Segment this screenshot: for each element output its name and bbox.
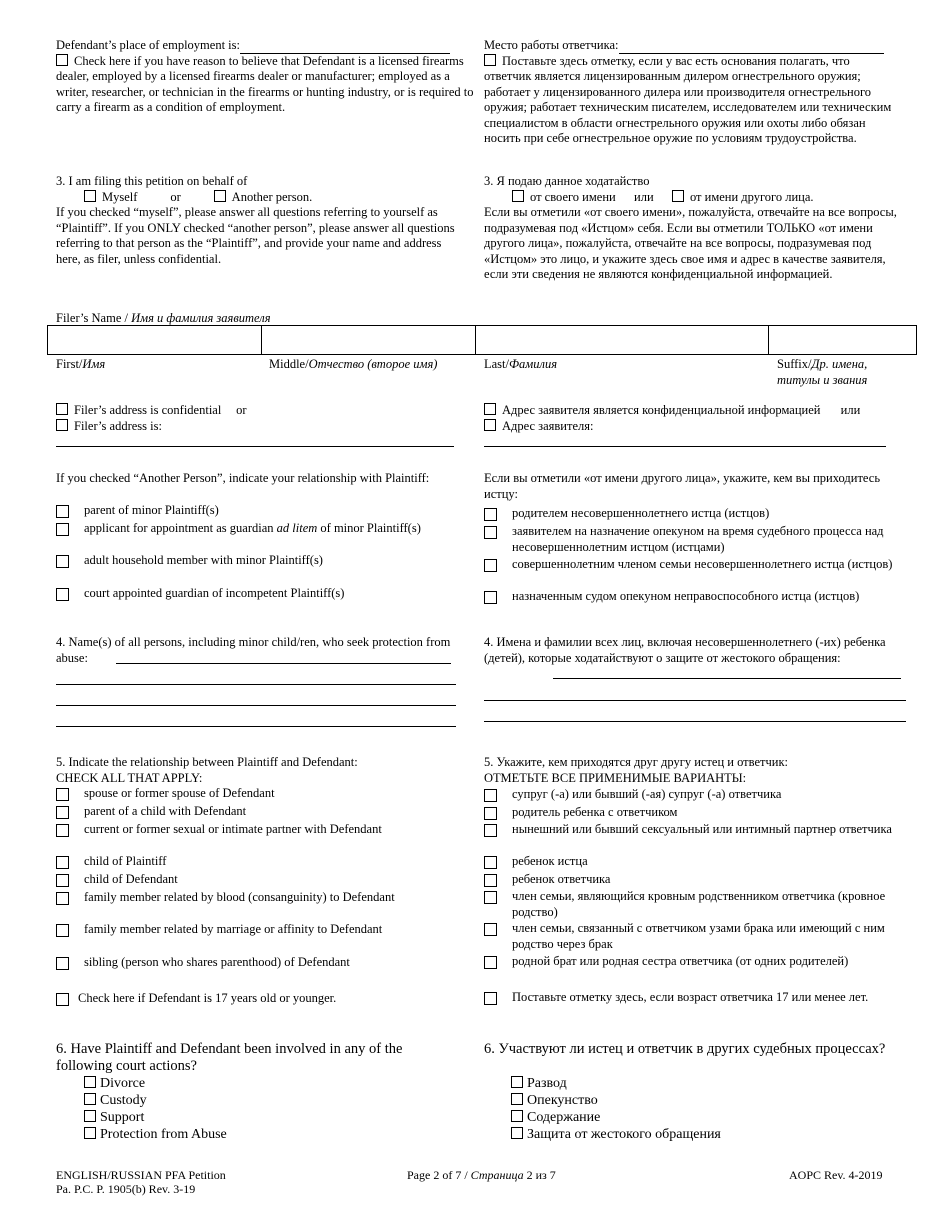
q4-line[interactable] bbox=[56, 705, 456, 706]
q6-en bbox=[56, 1041, 436, 1143]
q6-item-ru: Развод bbox=[511, 1075, 899, 1092]
first-caption: First/Имя bbox=[56, 357, 106, 371]
myself-checkbox[interactable] bbox=[84, 190, 96, 202]
employment-en bbox=[56, 38, 476, 116]
footer-left bbox=[56, 1168, 226, 1196]
employment-input-line[interactable] bbox=[240, 41, 450, 54]
myself-label-ru: от своего имени bbox=[530, 189, 616, 204]
filer-address-ru: Адрес заявителя является конфиденциальной информацией или Адрес заявителя: bbox=[484, 403, 899, 434]
filer-name-grid bbox=[47, 325, 917, 355]
rel-filer-checkbox[interactable] bbox=[56, 588, 69, 601]
firearms-check-text-ru: Поставьте здесь отметку, если у вас есть основания полагать, что ответчик является лицензированным дилером огнестрельного оружия; работает у лицензированного дилера или производителя огнестрельного оружия; работает техническим писателем, исследователем или техническим специалистом в области огнестрельного оружия или охоты либо обязан носить при себе огнестрельное оружие по условиям трудоустройства. bbox=[484, 53, 892, 145]
q3-body-ru: Если вы отметили «от своего имени», пожалуйста, отвечайте на все вопросы, подразумевая под «Истцом» себя. Если вы отметили ТОЛЬКО «от имени другого лица», пожалуйста, отвечайте на все вопросы, подразумевая под «Истцом» это лицо, и укажите здесь свое имя и адрес в качестве заявителя, если эти сведения не являются конфиденциальной информацией. bbox=[484, 205, 897, 281]
q5-checkbox-ru[interactable] bbox=[484, 891, 497, 904]
q6-item-ru: Защита от жестокого обращения bbox=[511, 1126, 899, 1143]
q6-checkbox[interactable] bbox=[84, 1093, 96, 1105]
age-17-checkbox[interactable] bbox=[56, 993, 69, 1006]
myself-label: Myself bbox=[102, 189, 138, 204]
q5-checkbox-ru[interactable] bbox=[484, 856, 497, 869]
q6-ru bbox=[484, 1041, 899, 1143]
q6-title-ru: 6. Участвуют ли истец и ответчик в других судебных процессах? bbox=[484, 1041, 886, 1057]
q6-item: Custody bbox=[84, 1092, 436, 1109]
filer-name-label: Filer’s Name / Имя и фамилия заявителя bbox=[56, 311, 271, 325]
suffix-caption: Suffix/Др. имена, титулы и звания bbox=[777, 357, 868, 387]
q4-line-ru[interactable] bbox=[484, 721, 906, 722]
q5-checkbox-ru[interactable] bbox=[484, 874, 497, 887]
footer-page-number: Page 2 of 7 / Страница 2 из 7 bbox=[407, 1168, 556, 1182]
address-is-checkbox-ru[interactable] bbox=[484, 419, 496, 431]
q5-checkbox[interactable] bbox=[56, 957, 69, 970]
q5-checkbox-ru[interactable] bbox=[484, 824, 497, 837]
q6-item-ru: Содержание bbox=[511, 1109, 899, 1126]
q3-ru bbox=[484, 174, 899, 283]
filer-address-en: Filer’s address is confidential or Filer’s address is: bbox=[56, 403, 466, 434]
q3-or: or bbox=[170, 189, 181, 204]
q5-checkbox-ru[interactable] bbox=[484, 956, 497, 969]
employment-label: Defendant’s place of employment is: bbox=[56, 38, 240, 52]
q6-checkbox[interactable] bbox=[84, 1127, 96, 1139]
q3-or-ru: или bbox=[634, 189, 654, 204]
address-confidential-checkbox[interactable] bbox=[56, 403, 68, 415]
middle-caption: Middle/Отчество (второе имя) bbox=[269, 357, 438, 371]
q3-body: If you checked “myself”, please answer all questions referring to yourself as “Plaintiff”. If you ONLY checked “another person”, please answer all questions referring to that person as the “Plaintiff”, and provide your name and address here, as filer, unless confidential. bbox=[56, 205, 455, 266]
footer-revision: AOPC Rev. 4-2019 bbox=[789, 1168, 883, 1182]
q6-checkbox[interactable] bbox=[84, 1076, 96, 1088]
address-line-ru[interactable] bbox=[484, 446, 886, 447]
q6-checkbox-ru[interactable] bbox=[511, 1076, 523, 1088]
employment-input-line-ru[interactable] bbox=[619, 41, 884, 54]
q5-checkbox-ru[interactable] bbox=[484, 789, 497, 802]
q5-checkbox[interactable] bbox=[56, 924, 69, 937]
q5-en-title: 5. Indicate the relationship between Plaintiff and Defendant: CHECK ALL THAT APPLY: bbox=[56, 755, 358, 785]
rel-filer-checkbox-ru[interactable] bbox=[484, 526, 497, 539]
q5-checkbox[interactable] bbox=[56, 806, 69, 819]
another-person-checkbox[interactable] bbox=[214, 190, 226, 202]
rel-filer-checkbox[interactable] bbox=[56, 505, 69, 518]
q5-checkbox[interactable] bbox=[56, 874, 69, 887]
middle-name-field[interactable] bbox=[262, 326, 475, 354]
last-caption: Last/Фамилия bbox=[484, 357, 558, 371]
q6-checkbox-ru[interactable] bbox=[511, 1093, 523, 1105]
age-17-checkbox-ru[interactable] bbox=[484, 992, 497, 1005]
footer-form-name: ENGLISH/RUSSIAN PFA Petition bbox=[56, 1168, 226, 1182]
firearms-check-text: Check here if you have reason to believe that Defendant is a licensed firearms dealer, employed by a licensed firearms dealer or manufacturer; employed as a writer, researcher, or technician in the firearms or hunting industry, or is required to carry a firearm as a condition of employment. bbox=[56, 53, 474, 114]
q6-checkbox-ru[interactable] bbox=[511, 1127, 523, 1139]
q4-line[interactable] bbox=[56, 684, 456, 685]
last-name-field[interactable] bbox=[476, 326, 768, 354]
q4-ru: 4. Имена и фамилии всех лиц, включая несовершеннолетнего (-их) ребенка (детей), которые ходатайствуют о защите от жестокого обращения: bbox=[484, 635, 886, 665]
firearms-checkbox[interactable] bbox=[56, 54, 68, 66]
q5-checkbox[interactable] bbox=[56, 824, 69, 837]
q4-line[interactable] bbox=[116, 663, 451, 664]
employment-label-ru: Место работы ответчика: bbox=[484, 38, 619, 52]
q6-item: Divorce bbox=[84, 1075, 436, 1092]
another-person-checkbox-ru[interactable] bbox=[672, 190, 684, 202]
q4-line[interactable] bbox=[56, 726, 456, 727]
rel-filer-checkbox-ru[interactable] bbox=[484, 508, 497, 521]
q5-ru-title: 5. Укажите, кем приходятся друг другу истец и ответчик: ОТМЕТЬТЕ ВСЕ ПРИМЕНИМЫЕ ВАРИАНТЫ: bbox=[484, 755, 788, 785]
q5-checkbox-ru[interactable] bbox=[484, 923, 497, 936]
first-name-field[interactable] bbox=[48, 326, 261, 354]
q4-line-ru[interactable] bbox=[484, 700, 906, 701]
another-person-label: Another person. bbox=[231, 189, 313, 204]
q6-item: Protection from Abuse bbox=[84, 1126, 436, 1143]
rel-filer-checkbox-ru[interactable] bbox=[484, 559, 497, 572]
footer-rule: Pa. P.C. P. 1905(b) Rev. 3-19 bbox=[56, 1182, 196, 1196]
rel-filer-title: If you checked “Another Person”, indicate your relationship with Plaintiff: bbox=[56, 471, 430, 485]
q4-en: 4. Name(s) of all persons, including minor child/ren, who seek protection from abuse: bbox=[56, 635, 451, 665]
address-confidential-checkbox-ru[interactable] bbox=[484, 403, 496, 415]
suffix-field[interactable] bbox=[769, 326, 916, 354]
rel-filer-title-ru: Если вы отметили «от имени другого лица», укажите, кем вы приходитесь истцу: bbox=[484, 471, 881, 501]
q6-checkbox-ru[interactable] bbox=[511, 1110, 523, 1122]
q3-en bbox=[56, 174, 466, 267]
q3-title: 3. I am filing this petition on behalf of bbox=[56, 174, 248, 188]
address-line-en[interactable] bbox=[56, 446, 454, 447]
q4-line-ru[interactable] bbox=[553, 678, 901, 679]
q6-checkbox[interactable] bbox=[84, 1110, 96, 1122]
another-person-label-ru: от имени другого лица. bbox=[689, 189, 814, 204]
q5-checkbox[interactable] bbox=[56, 788, 69, 801]
rel-filer-checkbox[interactable] bbox=[56, 523, 69, 536]
address-is-checkbox[interactable] bbox=[56, 419, 68, 431]
rel-filer-checkbox[interactable] bbox=[56, 555, 69, 568]
q6-item-ru: Опекунство bbox=[511, 1092, 899, 1109]
rel-filer-checkbox-ru[interactable] bbox=[484, 591, 497, 604]
q5-checkbox[interactable] bbox=[56, 892, 69, 905]
q6-title: 6. Have Plaintiff and Defendant been involved in any of the following court actions? bbox=[56, 1041, 403, 1074]
employment-ru bbox=[484, 38, 899, 147]
myself-checkbox-ru[interactable] bbox=[512, 190, 524, 202]
q6-item: Support bbox=[84, 1109, 436, 1126]
firearms-checkbox-ru[interactable] bbox=[484, 54, 496, 66]
q5-checkbox-ru[interactable] bbox=[484, 807, 497, 820]
q3-title-ru: 3. Я подаю данное ходатайство bbox=[484, 174, 650, 188]
q5-checkbox[interactable] bbox=[56, 856, 69, 869]
